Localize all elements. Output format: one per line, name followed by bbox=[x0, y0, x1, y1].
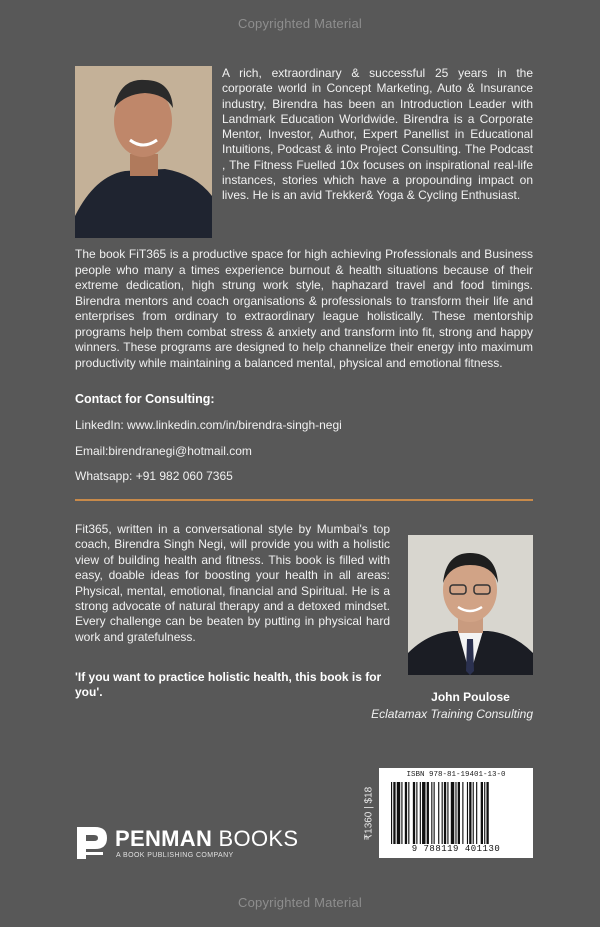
price-text: ₹1360 | $18 bbox=[363, 786, 375, 841]
isbn-barcode bbox=[379, 768, 533, 858]
section-divider bbox=[75, 499, 533, 501]
publisher-name-light: BOOKS bbox=[212, 826, 299, 851]
contact-email: Email:birendranegi@hotmail.com bbox=[75, 444, 252, 458]
endorser-photo bbox=[408, 535, 533, 675]
penman-logo-icon bbox=[75, 825, 109, 861]
endorsement-quote: 'If you want to practice holistic health, this book is for you'. bbox=[75, 670, 382, 700]
publisher-tagline: A BOOK PUBLISHING COMPANY bbox=[116, 852, 234, 859]
contact-linkedin: LinkedIn: www.linkedin.com/in/birendra-singh-negi bbox=[75, 418, 342, 432]
contact-heading: Contact for Consulting: bbox=[75, 392, 215, 406]
author-photo bbox=[75, 66, 212, 238]
contact-whatsapp: Whatsapp: +91 982 060 7365 bbox=[75, 469, 233, 483]
author-bio: A rich, extraordinary & successful 25 years in the corporate world in Concept Marketing, Auto & Insurance industry, Birendra has been an Introduction Leader with Landmark Education Worldwide. Birendra is a Corporate Mentor, Investor, Author, Expert Panellist in Educational Intuitions, Podcast & into Project Consulting. The Podcast , The Fitness Fuelled 10x focuses on inspirational real-life instances, stories which have a propounding impact on lives. He is an avid Trekker& Yoga & Cycling Enthusiast. bbox=[222, 66, 533, 203]
publisher-name bbox=[115, 826, 298, 852]
price-label bbox=[362, 770, 376, 860]
endorser-name: John Poulose bbox=[431, 690, 510, 704]
isbn-label: ISBN 978-81-19401-13-0 bbox=[406, 771, 506, 779]
barcode-digits: 9 788119 401130 bbox=[411, 844, 501, 854]
copyright-watermark-bottom: Copyrighted Material bbox=[238, 895, 362, 910]
copyright-watermark-top: Copyrighted Material bbox=[238, 16, 362, 31]
barcode-bars bbox=[391, 782, 521, 844]
foreword-text: Fit365, written in a conversational style by Mumbai's top coach, Birendra Singh Negi, will provide you with a holistic view of building health and fitness. This book is filled with easy, doable ideas for boosting your health in all areas: Physical, mental, emotional, financial and Spiritual. He is a strong advocate of natural therapy and a detoxed mindset. Every challenge can be beaten by putting in physical hard work and gratefulness. bbox=[75, 522, 390, 644]
endorser-company: Eclatamax Training Consulting bbox=[371, 707, 533, 721]
publisher-name-bold: PENMAN bbox=[115, 826, 213, 851]
book-description: The book FiT365 is a productive space for high achieving Professionals and Business people who many a times experience burnout & health situations because of their extreme dedication, high strung work style, haphazard travel and food timings. Birendra mentors and coach organisations & professionals to transform their life and enterprises from ordinary to extraordinary league holistically. These mentorship programs help them combat stress & anxiety and transform into fit, strong and happy winners. These programs are designed to help channelize their energy into maximum productivity while maintaining a balanced mental, physical and emotional fitness. bbox=[75, 247, 533, 370]
